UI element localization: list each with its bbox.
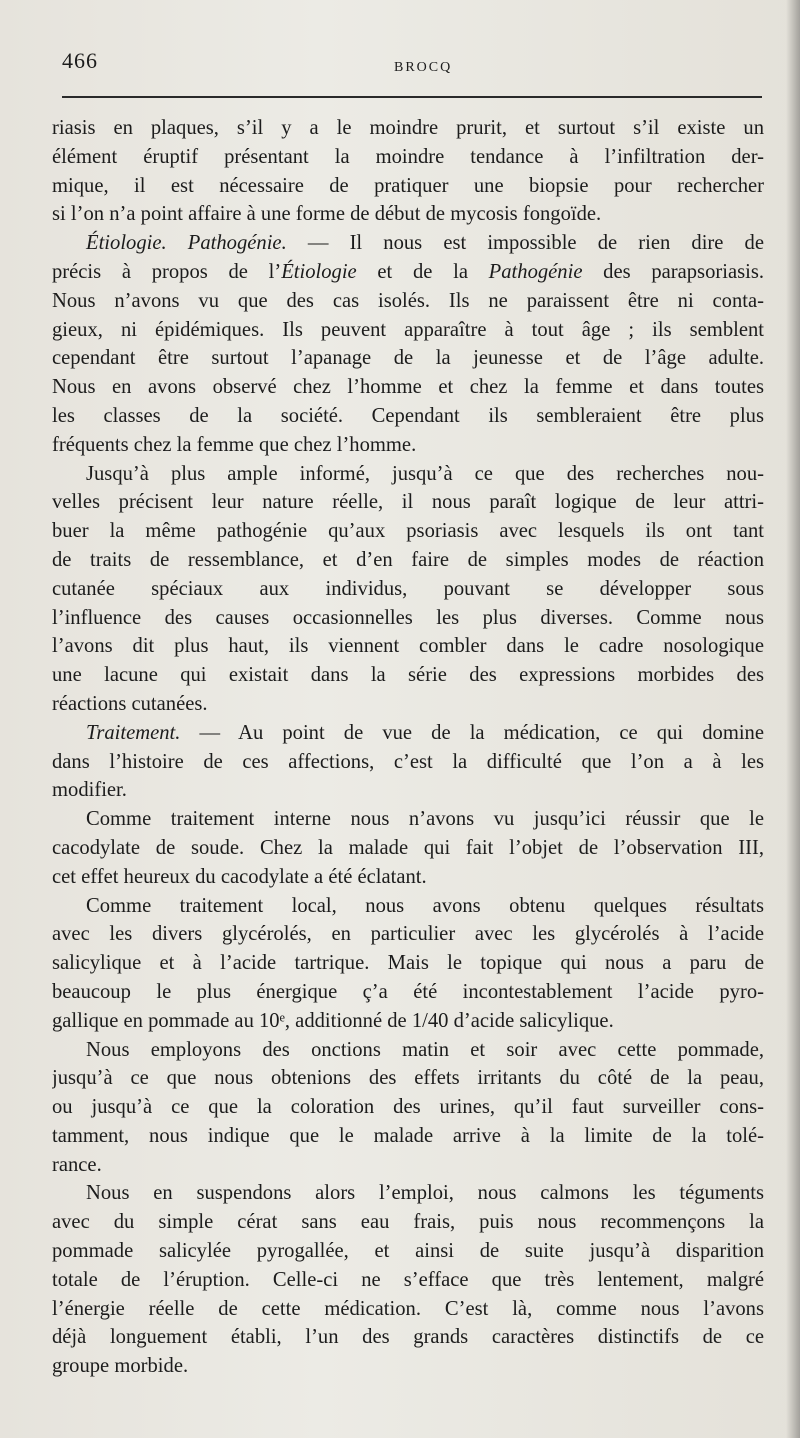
text-line: [52, 143, 764, 172]
text-segment: l’influence des causes occasionnelles les plus diverses. Comme nous: [52, 606, 764, 629]
text-segment: gieux, ni épidémiques. Ils peuvent apparaître à tout âge ; ils semblent: [52, 318, 764, 341]
italic-heading: Pathogénie: [488, 260, 583, 283]
text-line: [52, 517, 764, 546]
text-line: [52, 431, 764, 460]
text-segment: rance.: [52, 1153, 102, 1176]
body-text: [52, 114, 764, 1381]
text-line: [52, 1352, 764, 1381]
text-line: [52, 892, 764, 921]
text-line: [52, 1179, 764, 1208]
text-segment: Nous en avons observé chez l’homme et chez la femme et dans toutes: [52, 376, 764, 399]
text-line: [52, 661, 764, 690]
running-head: BROCQ: [394, 60, 453, 75]
text-line: [52, 1295, 764, 1324]
text-line: [52, 719, 764, 748]
text-segment: — Au point de vue de la médication, ce qui domine: [180, 721, 764, 744]
text-segment: Nous n’avons vu que des cas isolés. Ils ne paraissent être ni conta-: [52, 289, 764, 312]
text-segment: ou jusqu’à ce que la coloration des urines, qu’il faut surveiller cons-: [52, 1096, 764, 1119]
text-segment: l’énergie réelle de cette médication. C’est là, comme nous l’avons: [52, 1297, 764, 1320]
text-line: [52, 546, 764, 575]
text-line: [52, 1007, 764, 1036]
text-line: [52, 1266, 764, 1295]
text-segment: totale de l’éruption. Celle-ci ne s’efface que très lentement, malgré: [52, 1268, 764, 1291]
text-segment: cutanée spéciaux aux individus, pouvant se développer sous: [52, 577, 764, 600]
text-segment: Nous employons des onctions matin et soir avec cette pommade,: [86, 1038, 764, 1061]
text-segment: fréquents chez la femme que chez l’homme.: [52, 433, 417, 456]
text-segment: gallique en pommade au 10ᵉ, additionné de 1/40 d’acide salicylique.: [52, 1009, 614, 1032]
text-segment: avec les divers glycérolés, en particulier avec les glycérolés à l’acide: [52, 923, 764, 946]
text-segment: Jusqu’à plus ample informé, jusqu’à ce que des recherches nou-: [86, 462, 764, 485]
text-segment: buer la même pathogénie qu’aux psoriasis avec lesquels ils ont tant: [52, 520, 764, 543]
text-line: [52, 1036, 764, 1065]
text-line: [52, 1122, 764, 1151]
text-line: [52, 978, 764, 1007]
text-segment: pommade salicylée pyrogallée, et ainsi de suite jusqu’à disparition: [52, 1240, 764, 1263]
text-line: [52, 834, 764, 863]
text-line: [52, 863, 764, 892]
text-segment: cacodylate de soude. Chez la malade qui fait l’objet de l’observation III,: [52, 836, 764, 859]
text-line: [52, 1093, 764, 1122]
text-segment: Comme traitement local, nous avons obtenu quelques résultats: [86, 894, 764, 917]
text-line: [52, 287, 764, 316]
text-line: [52, 632, 764, 661]
text-line: [52, 920, 764, 949]
text-segment: l’avons dit plus haut, ils viennent combler dans le cadre nosologique: [52, 635, 764, 658]
text-line: [52, 258, 764, 287]
italic-heading: Traitement.: [86, 721, 181, 744]
text-segment: velles précisent leur nature réelle, il nous paraît logique de leur attri-: [52, 491, 764, 514]
text-line: [52, 373, 764, 402]
text-segment: riasis en plaques, s’il y a le moindre prurit, et surtout s’il existe un: [52, 117, 764, 139]
text-segment: modifier.: [52, 779, 127, 802]
text-line: [52, 1208, 764, 1237]
text-segment: mique, il est nécessaire de pratiquer une biopsie pour rechercher: [52, 174, 764, 197]
text-segment: dans l’histoire de ces affections, c’est la difficulté que l’on a à les: [52, 750, 764, 773]
text-line: [52, 1064, 764, 1093]
text-line: [52, 805, 764, 834]
text-segment: les classes de la société. Cependant ils sembleraient être plus: [52, 404, 764, 427]
text-segment: une lacune qui existait dans la série des expressions morbides des: [52, 664, 764, 687]
page-number: 466: [62, 48, 98, 73]
text-line: [52, 690, 764, 719]
text-segment: — Il nous est impossible de rien dire de: [286, 232, 764, 255]
text-segment: jusqu’à ce que nous obtenions des effets irritants du côté de la peau,: [52, 1067, 764, 1090]
text-line: [52, 604, 764, 633]
text-line: [52, 229, 764, 258]
page-edge-shadow: [786, 0, 800, 1438]
text-segment: Nous en suspendons alors l’emploi, nous calmons les téguments: [86, 1182, 764, 1205]
text-line: [52, 1237, 764, 1266]
text-segment: des parapsoriasis.: [582, 260, 764, 283]
text-line: [52, 1151, 764, 1180]
text-segment: salicylique et à l’acide tartrique. Mais le topique qui nous a paru de: [52, 952, 764, 975]
text-line: [52, 316, 764, 345]
text-line: [52, 200, 764, 229]
text-line: [52, 402, 764, 431]
text-segment: et de la: [356, 260, 489, 283]
text-segment: si l’on n’a point affaire à une forme de début de mycosis fongoïde.: [52, 203, 602, 226]
text-segment: déjà longuement établi, l’un des grands caractères distinctifs de ce: [52, 1326, 764, 1349]
text-segment: beaucoup le plus énergique ç’a été incontestablement l’acide pyro-: [52, 980, 764, 1003]
text-segment: précis à propos de l’: [52, 260, 282, 283]
page-header: [62, 48, 762, 88]
text-line: [52, 1323, 764, 1352]
italic-heading: Étiologie. Pathogénie.: [86, 232, 287, 255]
text-line: [52, 776, 764, 805]
text-segment: tamment, nous indique que le malade arrive à la limite de la tolé-: [52, 1124, 764, 1147]
text-segment: réactions cutanées.: [52, 692, 208, 715]
text-segment: élément éruptif présentant la moindre tendance à l’infiltration der-: [52, 145, 764, 168]
text-segment: cependant être surtout l’apanage de la jeunesse et de l’âge adulte.: [52, 347, 764, 370]
text-segment: cet effet heureux du cacodylate a été éclatant.: [52, 865, 427, 888]
text-line: [52, 344, 764, 373]
text-segment: Comme traitement interne nous n’avons vu jusqu’ici réussir que le: [86, 808, 764, 831]
text-line: [52, 114, 764, 143]
text-line: [52, 172, 764, 201]
text-line: [52, 488, 764, 517]
header-rule: [62, 96, 762, 98]
text-line: [52, 575, 764, 604]
text-line: [52, 460, 764, 489]
text-segment: de traits de ressemblance, et d’en faire de simples modes de réaction: [52, 548, 764, 571]
italic-heading: Étiologie: [281, 260, 357, 283]
text-line: [52, 748, 764, 777]
text-line: [52, 949, 764, 978]
text-segment: avec du simple cérat sans eau frais, puis nous recommençons la: [52, 1211, 764, 1234]
text-segment: groupe morbide.: [52, 1355, 189, 1378]
